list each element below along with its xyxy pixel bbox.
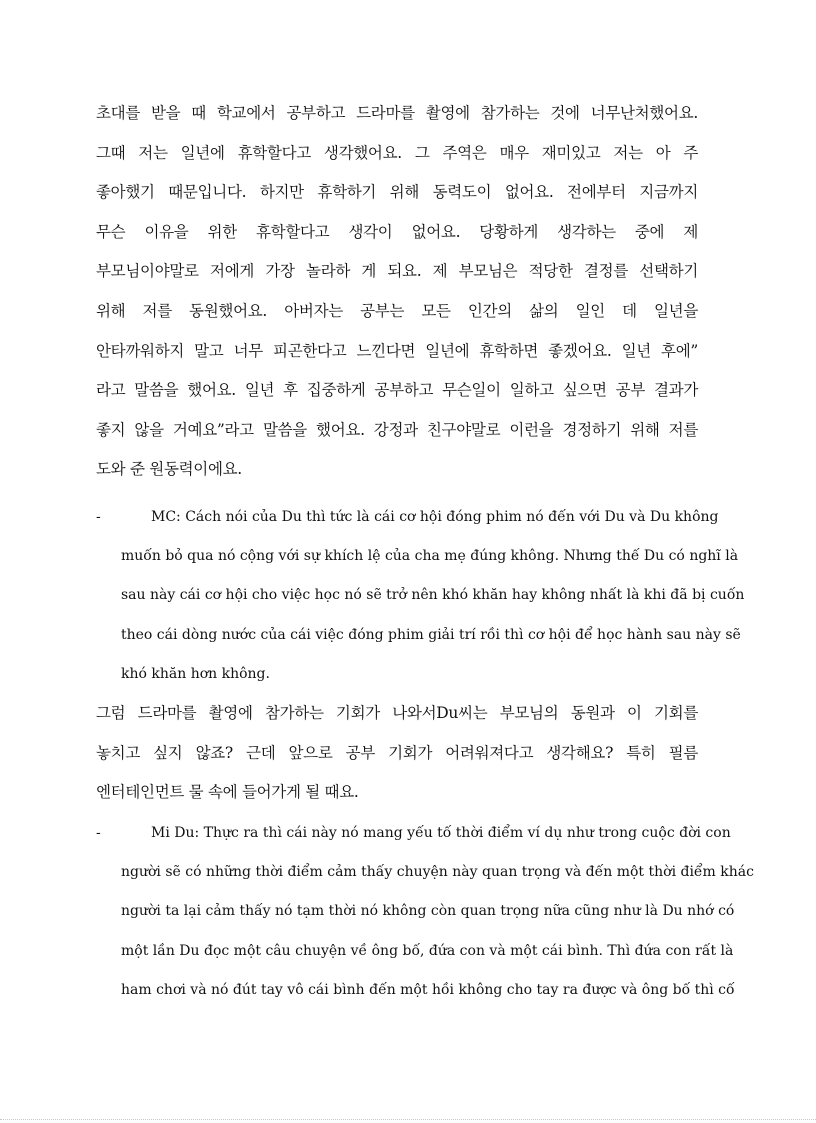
text-line: 초대를 받을 때 학교에서 공부하고 드라마를 촬영에 참가하는 것에 너무난처했어요. [96,104,698,122]
list-bullet: - [96,509,101,525]
vietnamese-list-item-1 [96,498,745,694]
text-line: 좋지 않을 거예요”라고 말씀을 했어요. 강정과 친구야말로 이런을 경정하기 위해 저를 [96,420,698,439]
korean-paragraph-1 [96,94,698,490]
text-line: 엔터테인먼트 물 속에 들어가게 될 때요. [96,783,359,802]
list-bullet: - [96,825,101,841]
text-line: sau này cái cơ hội cho việc học nó sẽ trở nên khó khăn hay không nhất là khi đã bị cuốn [121,587,745,604]
text-line: người ta lại cảm thấy nó tạm thời nó không còn quan trọng nữa cũng như là Du nhớ có [121,903,735,920]
text-line: 도와 준 원동력이에요. [96,460,242,479]
text-line: MC: Cách nói của Du thì tức là cái cơ hội đóng phim nó đến với Du và Du không [151,509,719,525]
text-line: theo cái dòng nước của cái việc đóng phim giải trí rồi thì cơ hội để học hành sau này sẽ [121,626,741,643]
page-bottom-rule [0,1119,816,1120]
text-line: 놓치고 싶지 않죠? 근데 앞으로 공부 기회가 어려워져다고 생각해요? 특히 필름 [96,743,698,762]
text-line: 라고 말씀을 했어요. 일년 후 집중하게 공부하고 무슨일이 일하고 싶으면 공부 결과가 [96,381,698,400]
text-line: người sẽ có những thời điểm cảm thấy chuyện này quan trọng và đến một thời điểm khác [121,864,754,881]
korean-paragraph-2 [96,694,698,813]
text-line: 그럼 드라마를 촬영에 참가하는 기회가 나와서Du씨는 부모님의 동원과 이 기회를 [96,704,698,722]
text-line: 좋아했기 때문입니다. 하지만 휴학하기 위해 동력도이 없어요. 전에부터 지금까지 [96,183,698,202]
text-line: 그때 저는 일년에 휴학할다고 생각했어요. 그 주역은 매우 재미있고 저는 아 주 [96,143,698,162]
text-line: một lần Du đọc một câu chuyện về ông bố, đứa con và một cái bình. Thì đứa con rất là [121,942,734,959]
text-line: 위해 저를 동원했어요. 아버자는 공부는 모든 인간의 삶의 일인 데 일년을 [96,301,698,320]
text-line: 부모님이야말로 저에게 가장 놀라하 게 되요. 제 부모님은 적당한 결정를 선택하기 [96,262,698,281]
text-line: ham chơi và nó đút tay vô cái bình đến một hồi không cho tay ra được và ông bố thì cố [121,981,735,998]
text-line: Mi Du: Thực ra thì cái này nó mang yếu tố thời điểm ví dụ như trong cuộc đời con [151,825,731,841]
text-line: khó khăn hơn không. [121,665,270,682]
text-line: muốn bỏ qua nó cộng với sự khích lệ của cha mẹ đúng không. Nhưng thế Du có nghĩ là [121,548,739,565]
text-line: 무슨 이유을 위한 휴학할다고 생각이 없어요. 당황하게 생각하는 중에 제 [96,222,698,241]
text-line: 안타까워하지 말고 너무 피곤한다고 느낀다면 일년에 휴학하면 좋겠어요. 일년 후에” [96,341,698,360]
vietnamese-list-item-2 [96,814,754,1010]
